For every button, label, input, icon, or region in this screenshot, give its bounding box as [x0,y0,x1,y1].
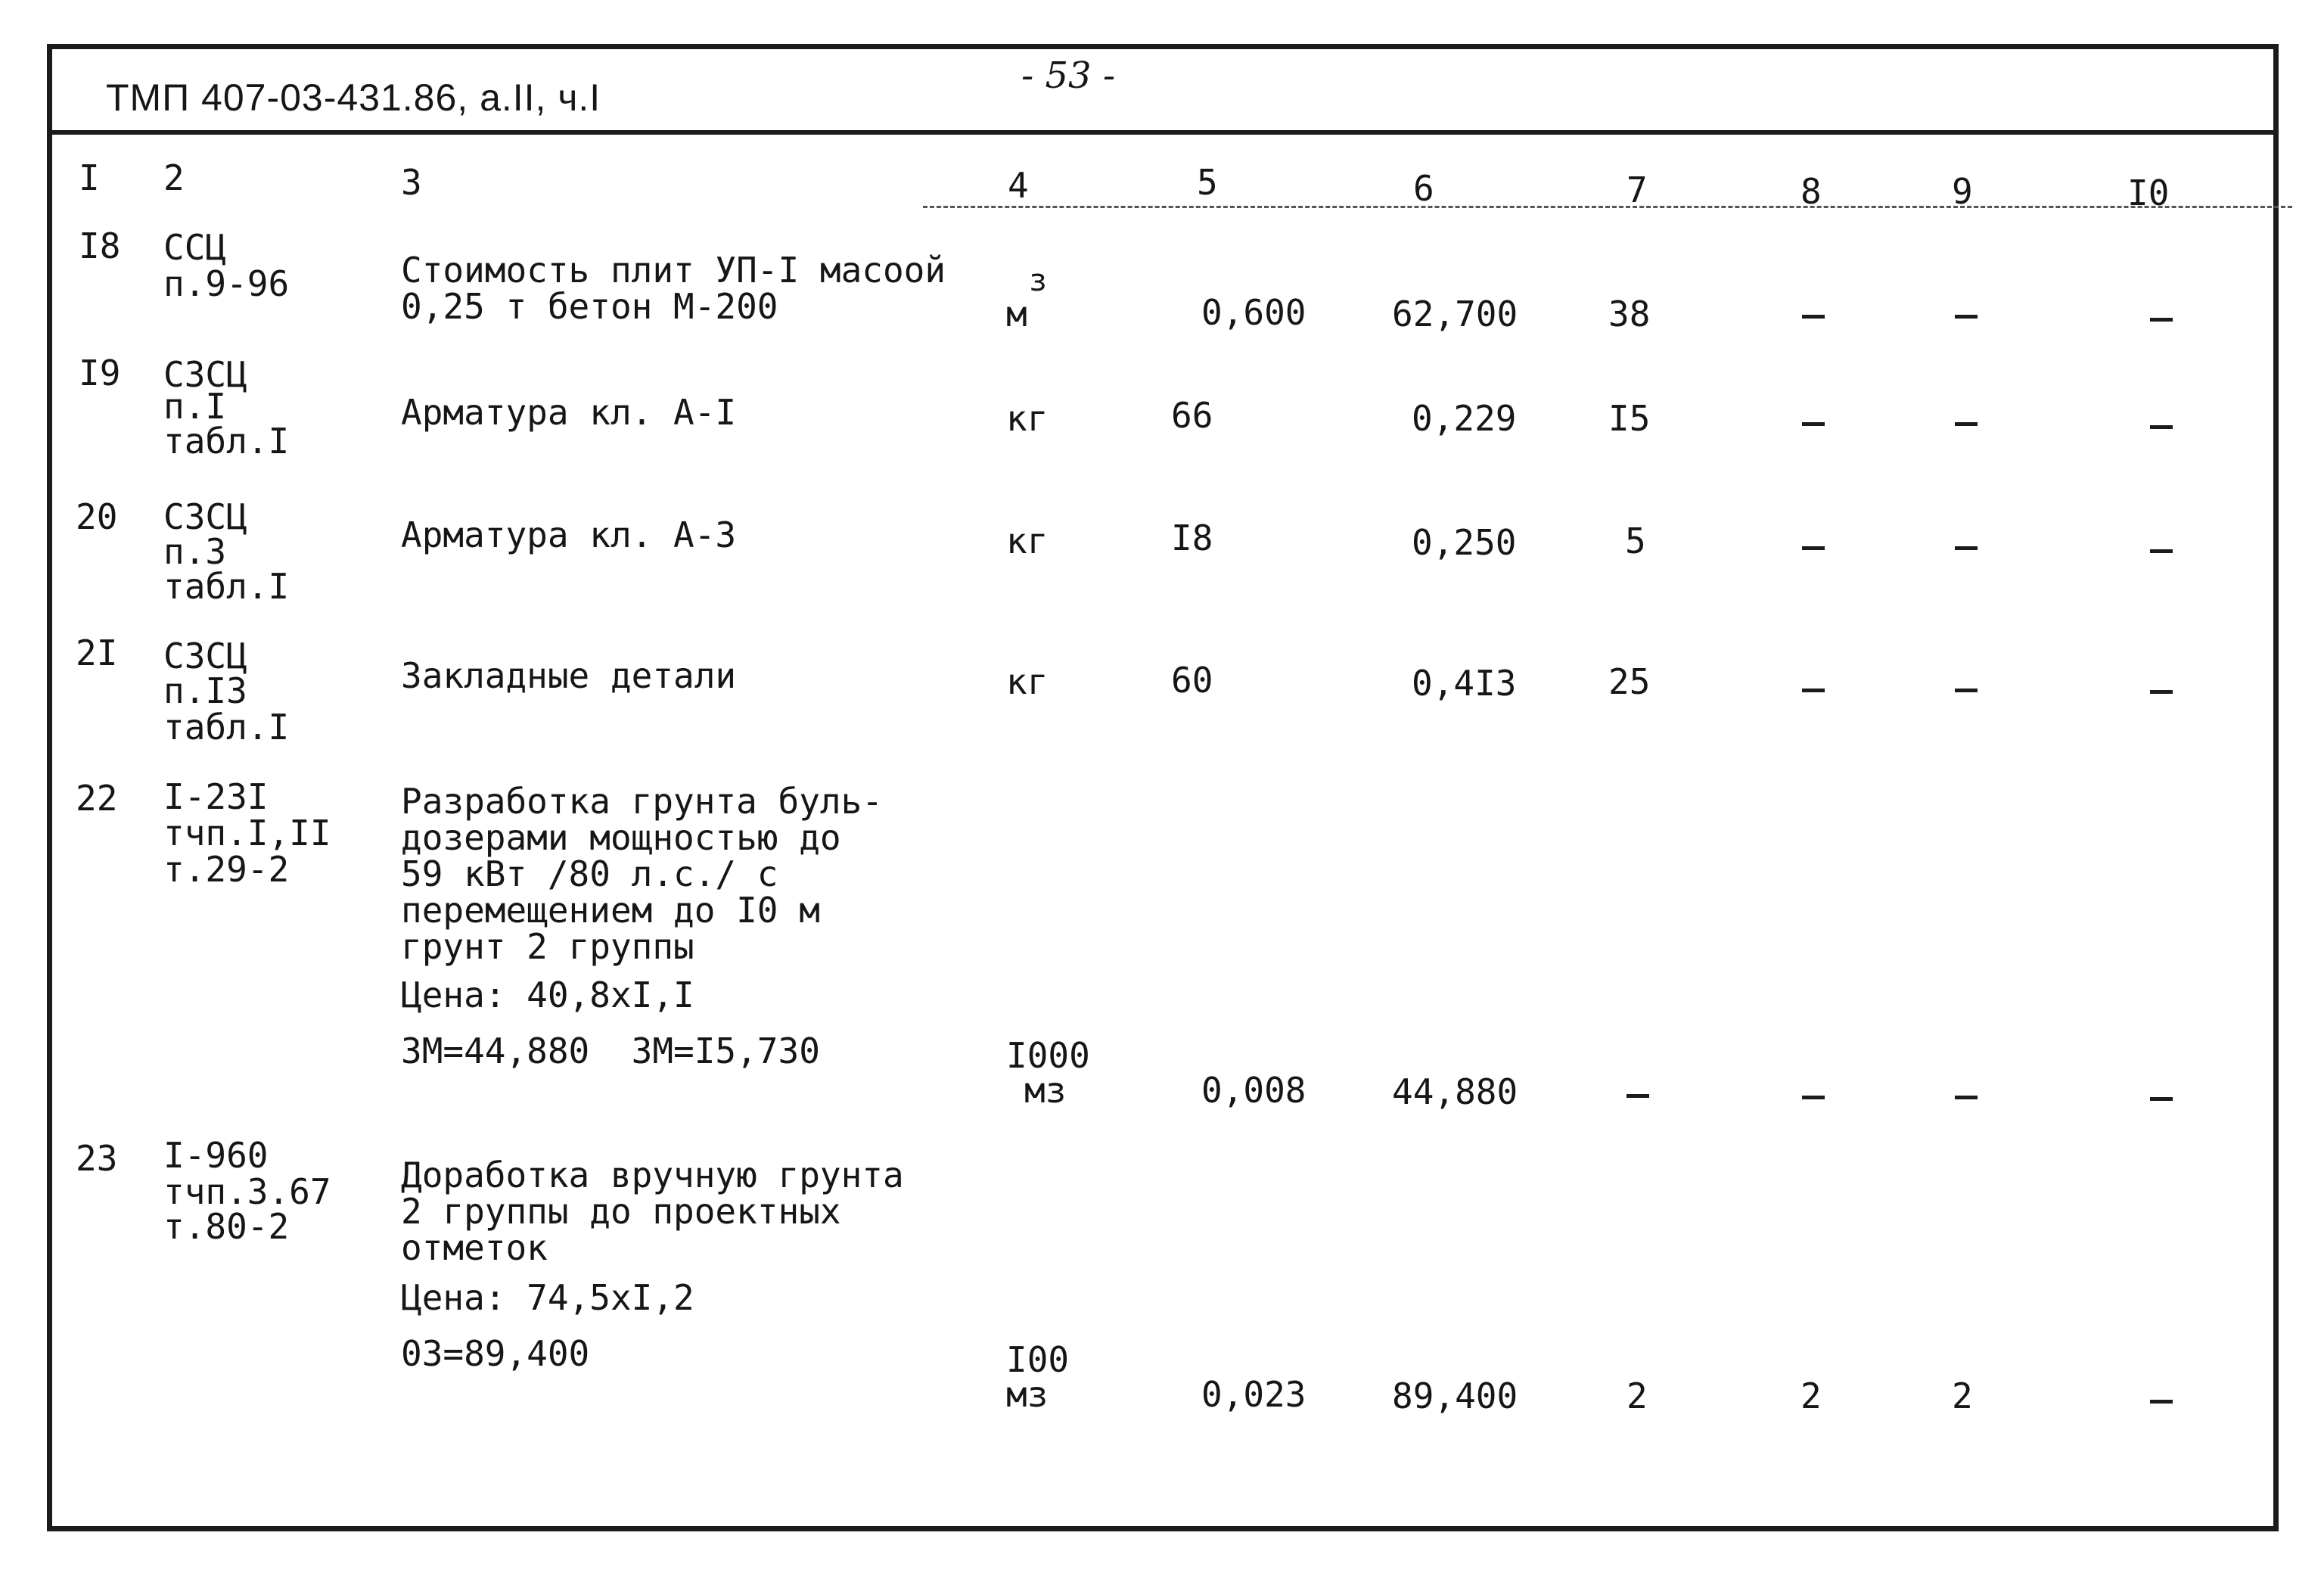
row-22-col9 [1955,1096,1978,1099]
row-23-qty: 0,023 [1201,1374,1306,1415]
row-21-desc: Закладные детали [401,655,737,696]
row-23-total: 2 [1626,1376,1648,1416]
row-21-code-3: табл.I [163,707,290,748]
row-18-unit: м [1006,294,1027,334]
row-23-code-3: т.80-2 [163,1206,290,1247]
row-23-desc-3: отметок [401,1227,548,1268]
row-22-formula: ЗМ=44,880 ЗМ=I5,730 [401,1031,820,1071]
row-21-code-1: СЗСЦ [163,636,247,676]
col-header-8: 8 [1800,171,1822,212]
row-18-total: 38 [1608,294,1651,334]
row-18-col10 [2150,318,2173,322]
row-20-qty: I8 [1171,518,1213,558]
row-18-code-2: п.9-96 [163,263,290,304]
col-header-1: I [79,157,100,198]
row-19-col9 [1955,422,1978,426]
row-20-num: 20 [76,496,118,537]
page-frame [47,44,2279,1531]
row-23-col10 [2150,1400,2173,1404]
row-22-price: 44,880 [1392,1071,1518,1112]
row-23-price-note: Цена: 74,5хI,2 [401,1277,694,1318]
col-header-5: 5 [1197,162,1218,203]
row-22-code-2: тчп.I,II [163,813,331,853]
row-20-col10 [2150,549,2173,553]
row-23-code-1: I-960 [163,1135,269,1176]
row-22-col8 [1802,1096,1825,1099]
row-21-unit: кг [1006,661,1049,702]
col-header-7: 7 [1626,169,1648,210]
row-19-qty: 66 [1171,395,1213,436]
row-20-code-2: п.3 [163,531,227,572]
header-divider [47,130,2279,135]
row-23-col9: 2 [1952,1376,1973,1416]
row-22-desc-4: перемещением до I0 м [401,890,820,931]
row-18-desc-1: Стоимость плит УП-I масоой [401,250,946,291]
row-23-desc-1: Доработка вручную грунта [401,1155,904,1195]
row-22-desc-1: Разработка грунта буль- [401,781,883,822]
row-19-col10 [2150,425,2173,429]
col-header-10: I0 [2127,173,2170,213]
row-21-price: 0,4I3 [1412,663,1517,704]
row-19-desc: Арматура кл. А-I [401,392,737,433]
row-22-desc-5: грунт 2 группы [401,926,694,967]
row-22-unit-1: I000 [1006,1035,1090,1076]
row-22-total [1626,1094,1649,1098]
row-22-desc-3: 59 кВт /80 л.с./ с [401,853,778,894]
row-19-unit: кг [1006,398,1049,439]
row-23-unit-1: I00 [1006,1339,1070,1380]
row-21-col9 [1955,689,1978,692]
row-19-col8 [1802,422,1825,426]
row-23-desc-2: 2 группы до проектных [401,1191,841,1232]
row-20-price: 0,250 [1412,522,1517,563]
row-23-code-2: тчп.3.67 [163,1171,331,1212]
row-22-code-3: т.29-2 [163,849,290,890]
row-22-desc-2: дозерами мощностью до [401,817,841,858]
col-header-6: 6 [1413,168,1434,209]
row-18-code-1: ССЦ [163,227,227,268]
row-19-num: I9 [79,353,121,393]
row-18-qty: 0,600 [1201,292,1306,333]
col-header-9: 9 [1952,171,1973,212]
row-22-qty: 0,008 [1201,1070,1306,1111]
row-19-total: I5 [1608,398,1651,439]
row-22-code-1: I-23I [163,776,269,817]
row-18-col8 [1802,315,1825,319]
row-18-unit-sup: з [1029,263,1048,298]
row-21-col10 [2150,690,2173,694]
document-code: ТМП 407-03-431.86, а.II, ч.I [106,76,601,119]
row-22-col10 [2150,1097,2173,1101]
row-22-price-note: Цена: 40,8хI,I [401,975,694,1015]
row-21-total: 25 [1608,661,1651,702]
row-18-num: I8 [79,225,121,266]
row-21-num: 2I [76,633,118,673]
row-20-code-1: СЗСЦ [163,496,247,537]
row-22-unit-2: мз [1024,1070,1067,1111]
row-20-col9 [1955,546,1978,550]
row-19-code-1: СЗСЦ [163,354,247,395]
col-header-3: 3 [401,162,422,203]
row-18-desc-2: 0,25 т бетон М-200 [401,286,778,327]
row-22-num: 22 [76,778,118,819]
row-18-col9 [1955,315,1978,319]
row-19-price: 0,229 [1412,398,1517,439]
row-23-formula: 03=89,400 [401,1333,590,1374]
row-23-num: 23 [76,1138,118,1179]
page-number: - 53 - [1021,54,1116,97]
col-header-2: 2 [163,157,185,198]
col-header-4: 4 [1008,165,1029,206]
row-21-qty: 60 [1171,660,1213,701]
row-21-code-2: п.I3 [163,670,247,711]
row-20-col8 [1802,546,1825,550]
row-23-col8: 2 [1800,1376,1822,1416]
row-18-price: 62,700 [1392,294,1518,334]
row-23-price: 89,400 [1392,1376,1518,1416]
row-20-desc: Арматура кл. А-3 [401,514,737,555]
row-20-code-3: табл.I [163,566,290,607]
row-21-col8 [1802,689,1825,692]
row-19-code-3: табл.I [163,421,290,462]
row-20-unit: кг [1006,521,1049,561]
column-header-dashes [923,206,2292,208]
row-19-code-2: п.I [163,386,227,427]
row-23-unit-2: мз [1006,1374,1049,1415]
row-20-total: 5 [1625,521,1646,561]
